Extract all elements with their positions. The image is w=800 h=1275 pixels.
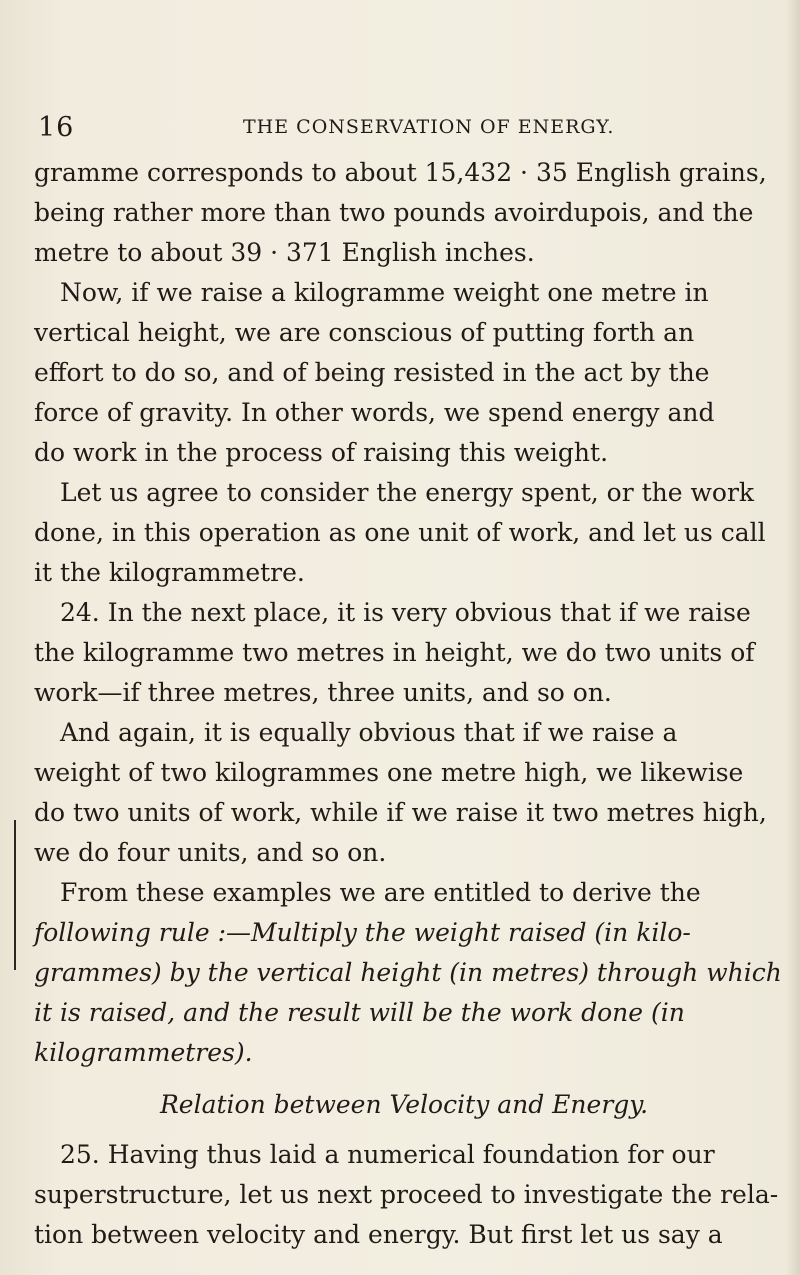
- text-line: grammes) by the vertical height (in metres) through which: [34, 958, 782, 987]
- text-line: weight of two kilogrammes one metre high, we likewise: [34, 758, 744, 787]
- text-line: done, in this operation as one unit of work, and let us call: [34, 518, 766, 547]
- text-line: metre to about 39 · 371 English inches.: [34, 238, 535, 267]
- text-line: being rather more than two pounds avoirdupois, and the: [34, 198, 754, 227]
- page-header: [38, 112, 768, 142]
- text-line: we do four units, and so on.: [34, 838, 387, 867]
- text-line: following rule :—Multiply the weight raised (in kilo-: [34, 918, 691, 947]
- text-line: do work in the process of raising this weight.: [34, 438, 609, 467]
- text-line: kilogrammetres).: [34, 1038, 253, 1067]
- text-line: 25. Having thus laid a numerical foundation for our: [60, 1140, 715, 1169]
- page-edge-shadow: [786, 0, 800, 1275]
- text-line: Let us agree to consider the energy spent, or the work: [60, 478, 755, 507]
- text-line: vertical height, we are conscious of putting forth an: [34, 318, 695, 347]
- text-line: gramme corresponds to about 15,432 · 35 English grains,: [34, 158, 767, 187]
- page-number: 16: [38, 112, 75, 143]
- margin-pencil-mark: [14, 820, 16, 970]
- text-line: the kilogramme two metres in height, we do two units of: [34, 638, 755, 667]
- section-heading: Relation between Velocity and Energy.: [159, 1090, 649, 1119]
- text-line: tion between velocity and energy. But first let us say a: [34, 1220, 723, 1249]
- text-line: From these examples we are entitled to derive the: [60, 878, 701, 907]
- text-line: it the kilogrammetre.: [34, 558, 305, 587]
- text-line: work—if three metres, three units, and so on.: [34, 678, 612, 707]
- text-line: And again, it is equally obvious that if we raise a: [60, 718, 678, 747]
- text-line: 24. In the next place, it is very obvious that if we raise: [60, 598, 751, 627]
- text-line: Now, if we raise a kilogramme weight one metre in: [60, 278, 709, 307]
- text-line: do two units of work, while if we raise it two metres high,: [34, 798, 767, 827]
- text-line: it is raised, and the result will be the work done (in: [34, 998, 685, 1027]
- text-line: force of gravity. In other words, we spend energy and: [34, 398, 715, 427]
- running-title: THE CONSERVATION OF ENERGY.: [243, 116, 615, 138]
- text-line: superstructure, let us next proceed to investigate the rela-: [34, 1180, 779, 1209]
- text-line: effort to do so, and of being resisted in the act by the: [34, 358, 710, 387]
